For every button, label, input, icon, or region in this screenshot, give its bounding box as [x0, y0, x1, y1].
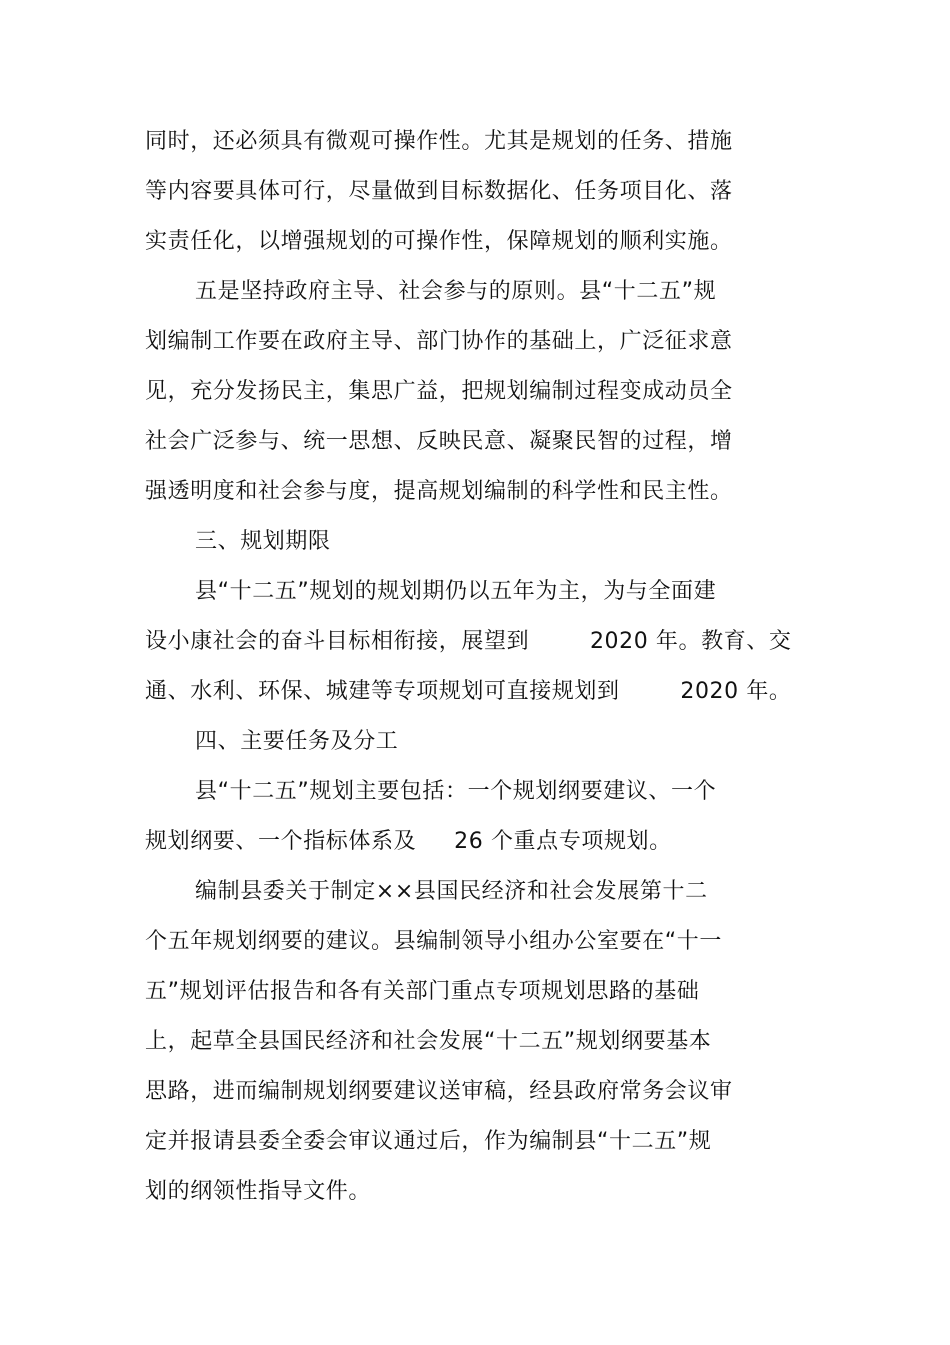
paragraph-start-line: 县“十二五”规划的规划期仍以五年为主，为与全面建 [195, 579, 717, 604]
text-line: 实责任化，以增强规划的可操作性，保障规划的顺利实施。 [145, 229, 733, 254]
text-line: 划编制工作要在政府主导、部门协作的基础上，广泛征求意 [145, 329, 733, 354]
text-line: 同时，还必须具有微观可操作性。尤其是规划的任务、措施 [145, 129, 733, 154]
text-line: 强透明度和社会参与度，提高规划编制的科学性和民主性。 [145, 479, 733, 504]
text-line: 见，充分发扬民主，集思广益，把规划编制过程变成动员全 [145, 379, 733, 404]
text-line: 上，起草全县国民经济和社会发展“十二五”规划纲要基本 [145, 1029, 712, 1054]
paragraph-start-line: 编制县委关于制定××县国民经济和社会发展第十二 [195, 879, 708, 904]
section-heading: 三、规划期限 [195, 529, 331, 554]
paragraph-start-line: 县“十二五”规划主要包括：一个规划纲要建议、一个 [195, 779, 717, 804]
section-heading: 四、主要任务及分工 [195, 729, 399, 754]
text-line: 通、水利、环保、城建等专项规划可直接规划到 2020 年。 [145, 679, 792, 704]
text-line: 规划纲要、一个指标体系及 26 个重点专项规划。 [145, 829, 672, 854]
text-line: 五”规划评估报告和各有关部门重点专项规划思路的基础 [145, 979, 700, 1004]
text-line: 划的纲领性指导文件。 [145, 1179, 372, 1204]
text-line: 思路，进而编制规划纲要建议送审稿，经县政府常务会议审 [145, 1079, 733, 1104]
text-line: 设小康社会的奋斗目标相衔接，展望到 2020 年。教育、交 [145, 629, 792, 654]
text-line: 定并报请县委全委会审议通过后，作为编制县“十二五”规 [145, 1129, 712, 1154]
text-line: 社会广泛参与、统一思想、反映民意、凝聚民智的过程，增 [145, 429, 733, 454]
text-line: 个五年规划纲要的建议。县编制领导小组办公室要在“十一 [145, 929, 722, 954]
paragraph-start-line: 五是坚持政府主导、社会参与的原则。县“十二五”规 [195, 279, 717, 304]
text-line: 等内容要具体可行，尽量做到目标数据化、任务项目化、落 [145, 179, 733, 204]
